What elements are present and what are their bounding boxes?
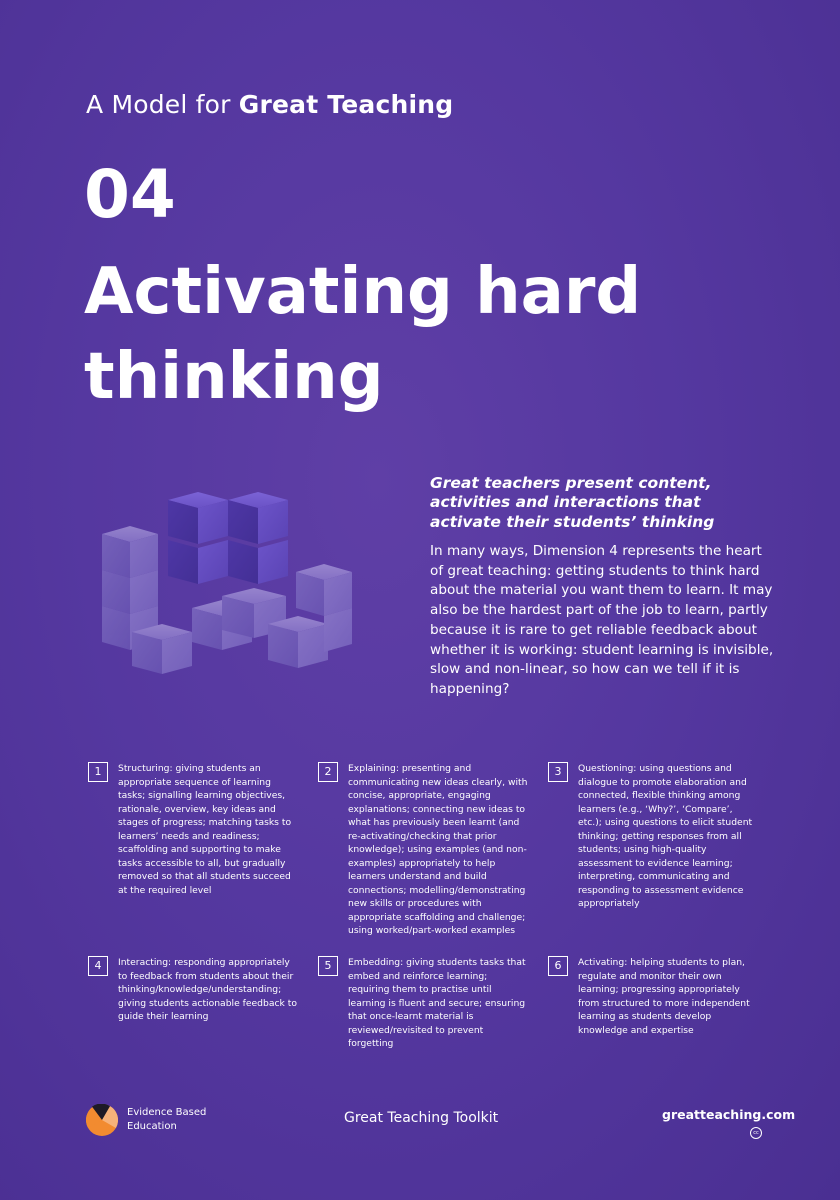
ebe-logo-icon [86, 1104, 118, 1136]
toolkit-suffix: Toolkit [453, 1110, 499, 1126]
element-text: Structuring: giving students an appropriate sequence of learning tasks; signalling learning objectives, rationale, overview, key ideas and stages of progress; matching tasks to learners’ needs and readiness; scaffolding and supporting to make tasks accessible to all, but gradually removed so that all students succeed at the required level [118, 763, 292, 896]
element-text: Embedding: giving students tasks that embed and reinforce learning; requiring them to practise until learning is fluent and secure; ensuring that once-learnt material is reviewed/revisited to prevent forgetting [348, 957, 526, 1050]
series-prefix: A Model for [86, 90, 239, 119]
element-text: Explaining: presenting and communicating new ideas clearly, with concise, appropriate, engaging explanations; connecting new ideas to what has previously been learnt (and re-activating/checking that prior knowledge); using examples (and non-examples) appropriately to help learners understand and build connections; modelling/demonstrating new skills or procedures with appropriate scaffolding and challenge; using worked/part-worked examples [348, 763, 528, 937]
site-link[interactable]: greatteaching.com [662, 1107, 796, 1122]
toolkit-title [344, 1110, 498, 1126]
element-number-box: 5 [318, 956, 338, 976]
intro-paragraph: In many ways, Dimension 4 represents the heart of great teaching: getting students to think hard about the material you want them to learn. It may also be the hardest part of the job to learn, partly because it is rare to get reliable feedback about whether it is working: student learning is invisible, slow and non-linear, so how can we tell if it is happening? [430, 543, 774, 697]
element-number-box: 6 [548, 956, 568, 976]
element-number-box: 2 [318, 762, 338, 782]
dimension-title: Activating hard thinking [84, 255, 642, 415]
element-text: Questioning: using questions and dialogue to promote elaboration and connected, flexible thinking among learners (e.g., ‘Why?’, ‘Compare’, etc.); using questions to elicit student thinking; getting responses from all students; using high-quality assessment to evidence learning; interpreting, communicating and responding to assessment evidence appropriately [578, 763, 753, 910]
element-text: Interacting: responding appropriately to feedback from students about their thinking/knowledge/understanding; giving students actionable feedback to guide their learning [118, 957, 297, 1023]
element-text: Activating: helping students to plan, regulate and monitor their own learning; progressing appropriately from structured to more independent learning as students develop knowledge and expertise [578, 957, 750, 1036]
cubes-illustration [92, 478, 372, 678]
series-bold: Great Teaching [238, 90, 454, 119]
toolkit-prefix: Great Teaching [344, 1110, 454, 1126]
dimension-number: 04 [84, 156, 176, 233]
lead-statement: Great teachers present content, activities and interactions that activate their students’ thinking [430, 474, 715, 531]
series-title [86, 90, 453, 119]
element-number-box: 1 [88, 762, 108, 782]
element-number-box: 4 [88, 956, 108, 976]
org-name: Evidence Based Education [127, 1107, 207, 1132]
element-number-box: 3 [548, 762, 568, 782]
license-icon: cc [750, 1127, 762, 1139]
